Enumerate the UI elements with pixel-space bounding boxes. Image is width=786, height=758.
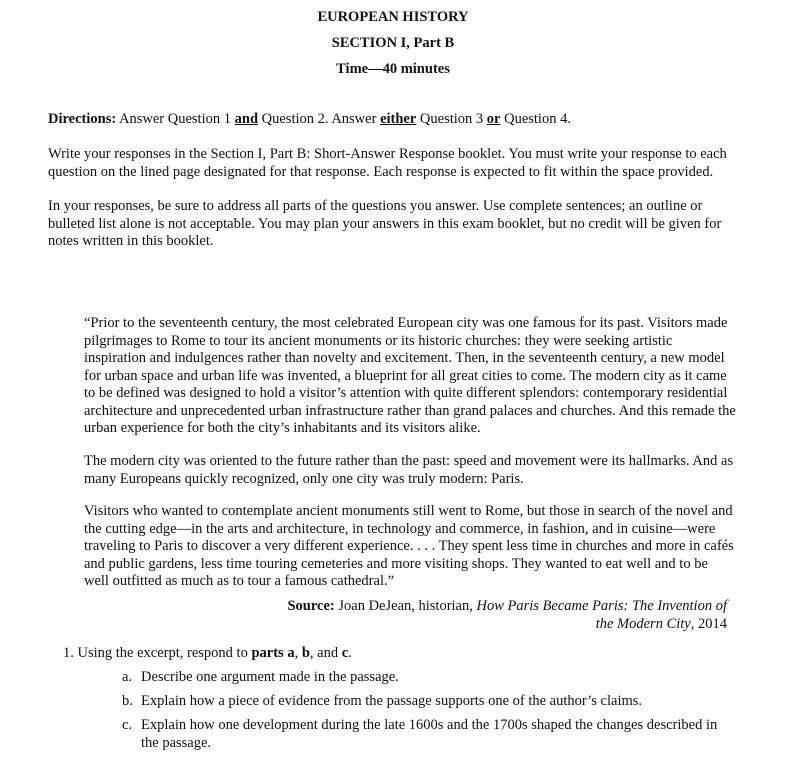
part-letter: c. <box>122 717 133 733</box>
question-text-2: , and <box>309 645 342 661</box>
part-text: Explain how one development during the late 1600s and the 1700s shaped the changes described in the passage. <box>141 717 718 751</box>
part-letter: b. <box>122 693 133 709</box>
part-text: Describe one argument made in the passage. <box>141 669 399 685</box>
directions-text-4: Question 4. <box>500 111 571 127</box>
section-heading: SECTION I, Part B <box>331 35 455 51</box>
part-text: Explain how a piece of evidence from the passage supports one of the author’s claims. <box>141 693 643 709</box>
source-year: , 2014 <box>690 615 727 632</box>
source-work-title: How Paris Became Paris: The Invention of the Modern City <box>476 598 727 632</box>
question-end: . <box>348 645 352 661</box>
excerpt-paragraph-2: The modern city was oriented to the future rather than the past: speed and movement were its hallmarks. And as many Europeans quickly recognized, only one city was truly modern: Paris. <box>84 453 734 487</box>
excerpt-paragraph-1: “Prior to the seventeenth century, the most celebrated European city was one famous for its past. Visitors made pilgrimages to Rome to tour its ancient monuments or its historic churches: they were seeking artistic inspiration and indulgences rather than novelty and excitement. Then, in the seventeenth century, a new model for urban space and urban life was invented, a blueprint for all great cities to come. The modern city as it came to be defined was designed to hold a visitor’s attention with quite different splendors: contemporary residential architecture and unprecedented urban infrastructure rather than grand palaces and churches. And this remade the urban experience for both the city’s inhabitants and its visitors alike. <box>84 315 736 436</box>
directions-or: or <box>486 111 501 127</box>
source-author: Joan DeJean, historian, <box>334 598 477 614</box>
exam-title: EUROPEAN HISTORY <box>317 9 469 25</box>
question-parts-a: parts a <box>251 645 295 661</box>
address-instructions: In your responses, be sure to address all parts of the questions you answer. Use complete sentences; an outline or bulleted list alone is not acceptable. You may plan your answers in this exam booklet, but no credit will be given for notes written in this booklet. <box>48 198 722 249</box>
excerpt-paragraph-3: Visitors who wanted to contemplate ancient monuments still went to Rome, but those in search of the novel and the cutting edge—in the arts and architecture, in technology and commerce, in fashion, and in cuisine—were traveling to Paris to discover a very different experience. . . . They spent less time in churches and more in cafés and public gardens, less time touring cemeteries and more visiting shops. They wanted to eat well and to be well outfitted as much as to tour a famous cathedral.” <box>84 503 734 589</box>
question-part-b: b <box>301 645 310 661</box>
question-1 <box>63 645 743 663</box>
part-letter: a. <box>122 669 133 685</box>
directions-text-2: Question 2. Answer <box>258 111 381 127</box>
directions-label: Directions: <box>48 111 117 127</box>
directions-paragraph <box>48 111 738 129</box>
directions-text-3: Question 3 <box>416 111 487 127</box>
question-text-1: Using the excerpt, respond to <box>73 645 252 661</box>
directions-and: and <box>234 111 259 127</box>
question-part-c: c <box>341 645 349 661</box>
source-label: Source: <box>287 598 335 614</box>
directions-text-1: Answer Question 1 <box>116 111 235 127</box>
write-instructions: Write your responses in the Section I, Part B: Short-Answer Response booklet. You must write your response to each question on the lined page designated for that response. Each response is expected to fit within the space provided. <box>48 146 727 180</box>
question-number: 1. <box>63 645 74 661</box>
directions-either: either <box>380 111 417 127</box>
time-limit: Time—40 minutes <box>336 61 450 77</box>
source-citation <box>280 598 727 633</box>
question-comma: , <box>294 645 302 661</box>
